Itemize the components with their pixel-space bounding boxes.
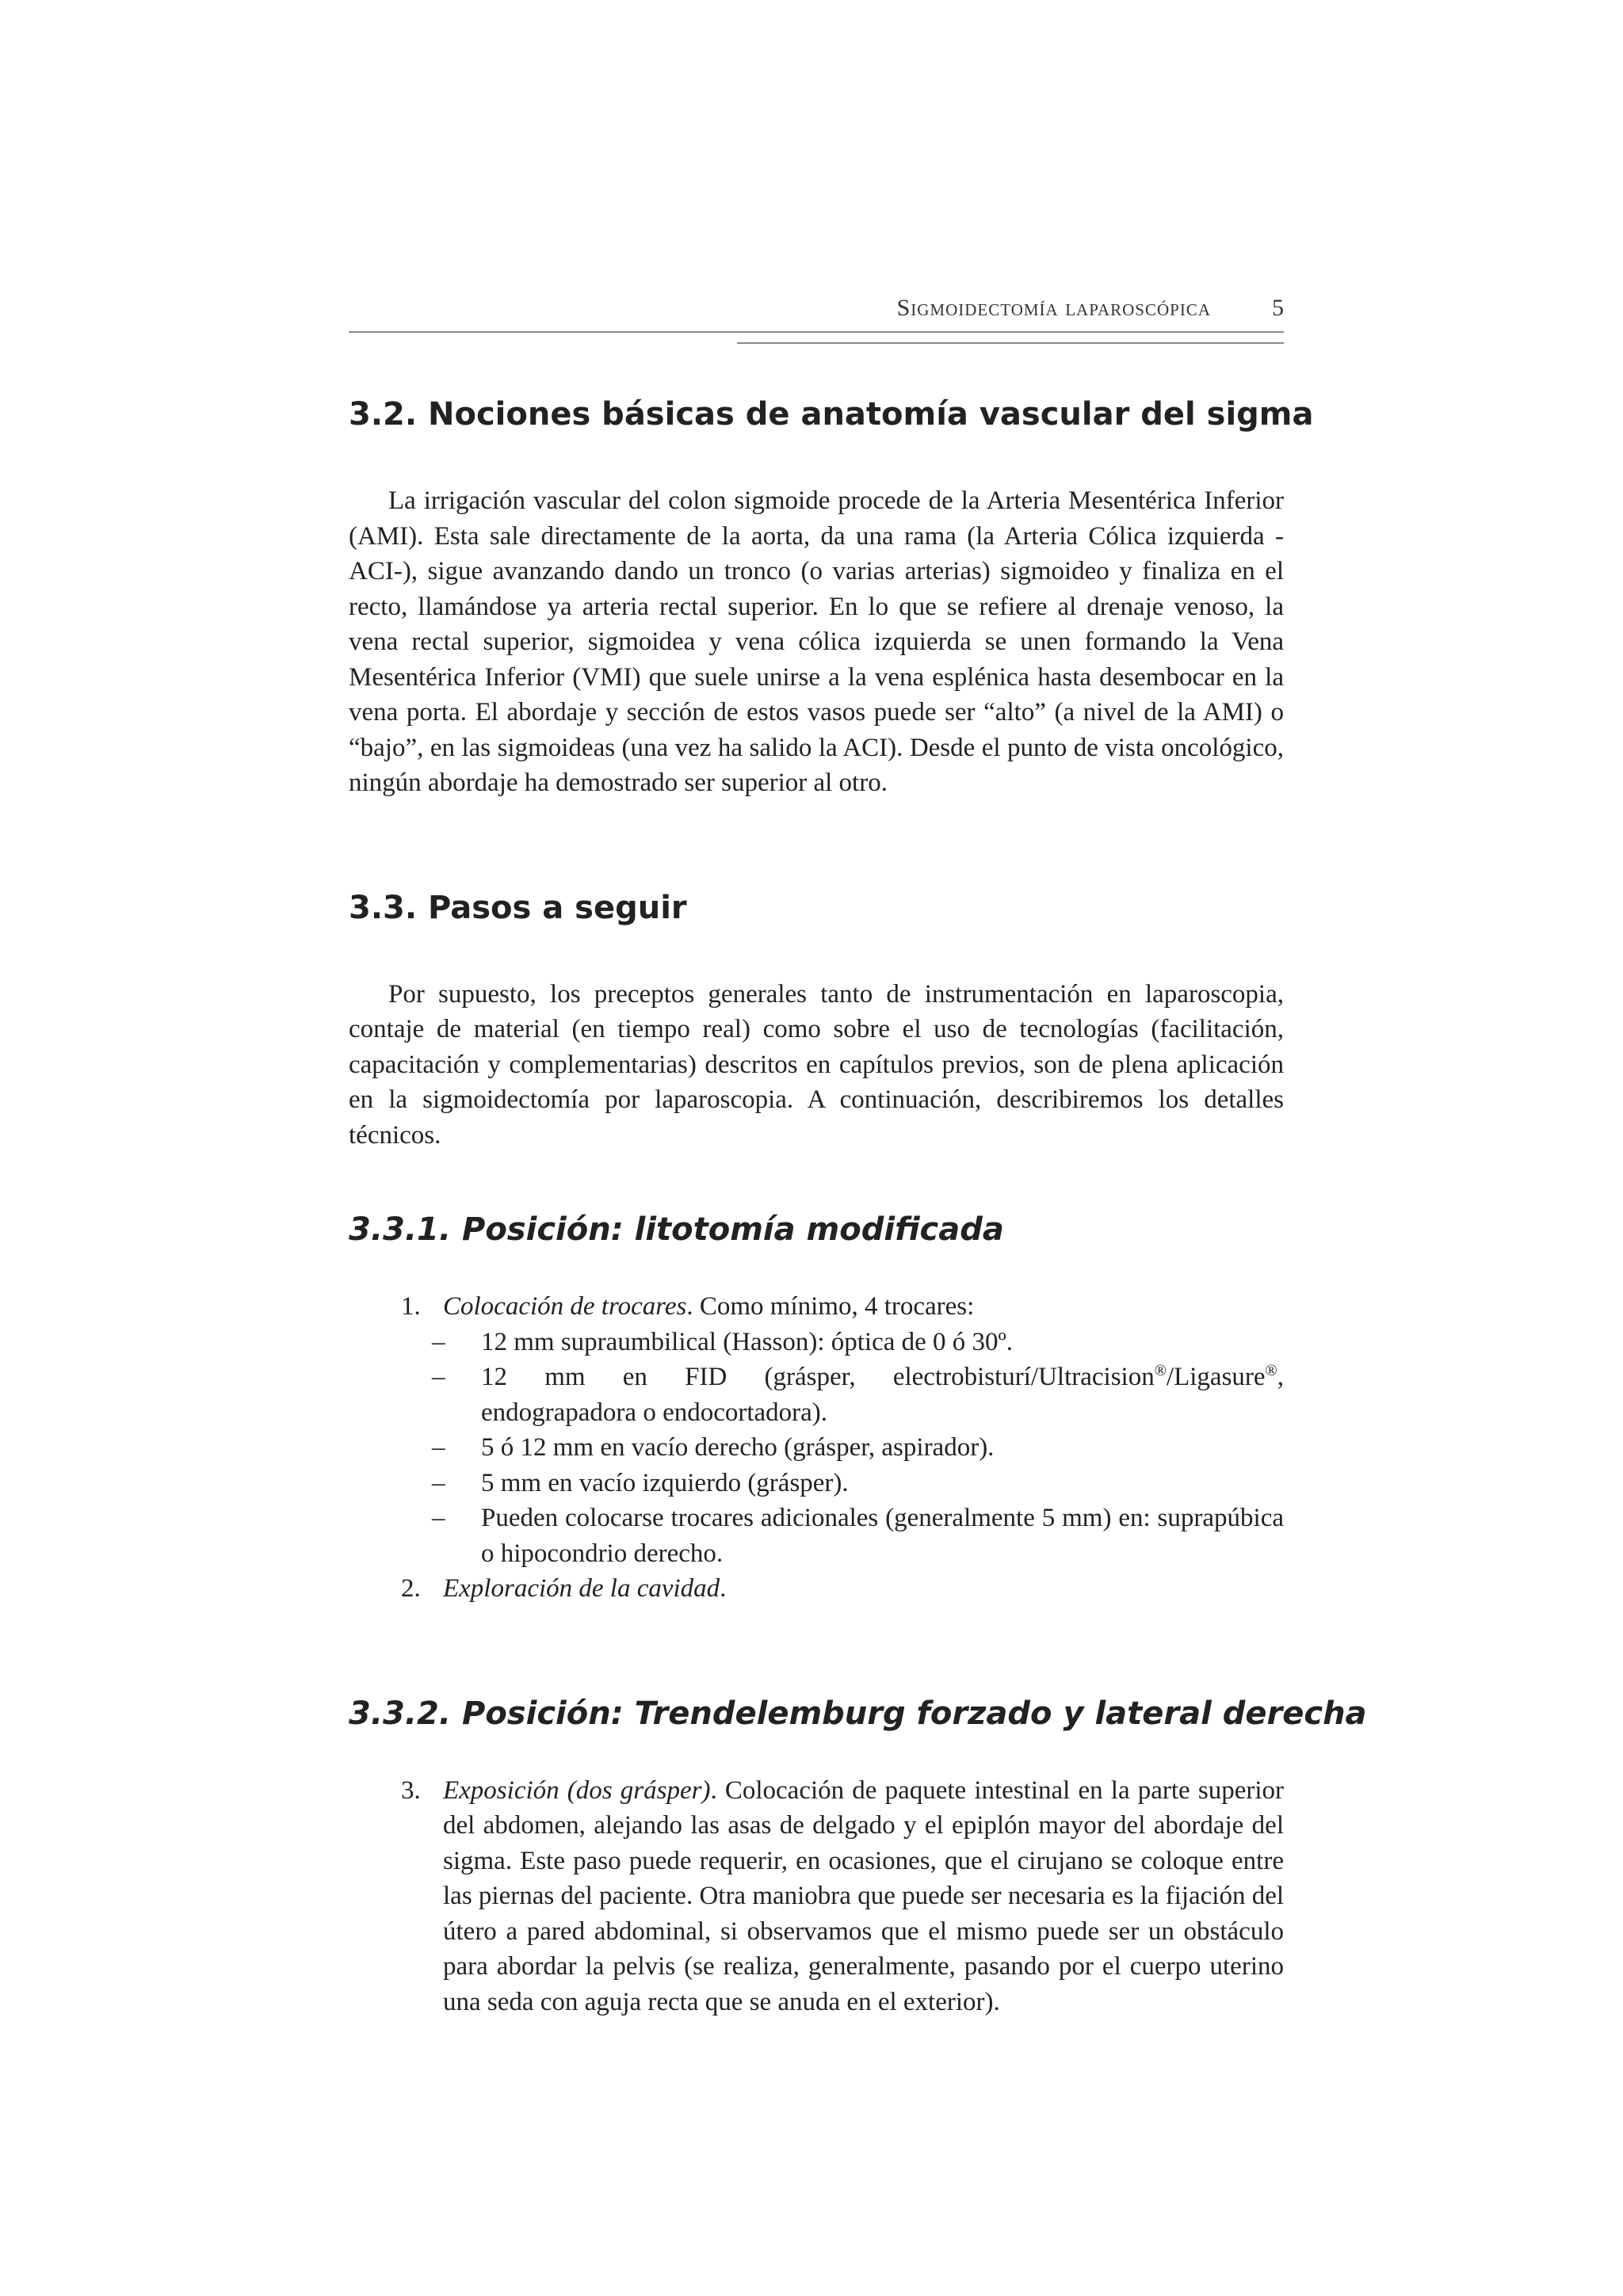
registered-mark: ® xyxy=(1265,1362,1277,1379)
page-number: 5 xyxy=(1272,295,1284,321)
list-item xyxy=(349,1773,1284,2020)
registered-mark: ® xyxy=(1154,1362,1167,1379)
trocar-item-text: Pueden colocarse trocares adicionales (generalmente 5 mm) en: suprapúbica o hipocondrio derecho. xyxy=(481,1504,1284,1568)
dash-bullet: – xyxy=(432,1504,445,1532)
trocar-list xyxy=(432,1325,1284,1572)
dash-bullet: – xyxy=(432,1363,445,1391)
dash-bullet: – xyxy=(432,1327,445,1356)
list-item xyxy=(432,1325,1284,1360)
section-heading-3-3-2: 3.3.2. Posición: Trendelemburg forzado y lateral derecha xyxy=(349,1695,1367,1732)
steps-list-3-3-1 xyxy=(349,1289,1284,1607)
step-title: Colocación de trocares xyxy=(443,1292,687,1321)
section-3-3-paragraph: Por supuesto, los preceptos generales tanto de instrumentación en laparoscopia, contaje de material (en tiempo real) como sobre el uso de tecnologías (facilitación, capacitación y complementarias) descritos en capítulos previos, son de plena aplicación en la sigmoidectomía por laparoscopia. A continuación, describiremos los detalles técnicos. xyxy=(349,979,1284,1150)
trocar-item-text: 12 mm en FID (grásper, electrobisturí/Ultracision xyxy=(481,1363,1155,1391)
running-title: Sigmoidectomía laparoscópica xyxy=(896,295,1211,321)
step-number: 1. xyxy=(401,1292,421,1321)
running-header xyxy=(349,295,1284,331)
dash-bullet: – xyxy=(432,1468,445,1497)
trocar-item-text: 5 mm en vacío izquierdo (grásper). xyxy=(481,1468,849,1497)
steps-list-3-3-2 xyxy=(349,1773,1284,2020)
step-title: Exposición (dos grásper) xyxy=(443,1775,711,1805)
dash-bullet: – xyxy=(432,1433,445,1462)
list-item xyxy=(432,1501,1284,1571)
step-text: . xyxy=(720,1574,727,1603)
list-item xyxy=(432,1466,1284,1501)
list-item xyxy=(349,1571,1284,1607)
list-item xyxy=(432,1360,1284,1430)
section-heading-3-3-1: 3.3.1. Posición: litotomía modificada xyxy=(349,1211,1004,1248)
list-item xyxy=(349,1289,1284,1571)
step-text: . Colocación de paquete intestinal en la parte superior del abdomen, alejando las asas de delgado y el epiplón mayor del abordaje del sigma. Este paso puede requerir, en ocasiones, que el cirujano se coloque entre las piernas del paciente. Otra maniobra que puede ser necesaria es la fijación del útero a pared abdominal, si observamos que el mismo puede ser un obstáculo para abordar la pelvis (se realiza, generalmente, pasando por el cuerpo uterino una seda con aguja recta que se anuda en el exterior). xyxy=(443,1775,1285,2016)
header-rule-bottom xyxy=(737,342,1284,344)
list-item xyxy=(432,1430,1284,1466)
page-content xyxy=(349,387,1367,2019)
trocar-item-text: 12 mm supraumbilical (Hasson): óptica de 0 ó 30º. xyxy=(481,1327,1014,1356)
header-rule-top xyxy=(349,331,1284,333)
step-text: . Como mínimo, 4 trocares: xyxy=(686,1292,975,1321)
trocar-item-text: /Ligasure xyxy=(1166,1363,1266,1391)
step-number: 3. xyxy=(401,1775,421,1805)
step-title: Exploración de la cavidad xyxy=(443,1574,720,1603)
section-heading-3-2: 3.2. Nociones básicas de anatomía vascular del sigma xyxy=(349,396,1314,433)
section-3-2-paragraph: La irrigación vascular del colon sigmoide procede de la Arteria Mesentérica Inferior (AMI). Esta sale directamente de la aorta, da una rama (la Arteria Cólica izquierda -ACI-), sigue avanzando dando un tronco (o varias arterias) sigmoideo y finaliza en el recto, llamándose ya arteria rectal superior. En lo que se refiere al drenaje venoso, la vena rectal superior, sigmoidea y vena cólica izquierda se unen formando la Vena Mesentérica Inferior (VMI) que suele unirse a la vena esplénica hasta desembocar en la vena porta. El abordaje y sección de estos vasos puede ser “alto” (a nivel de la AMI) o “bajo”, en las sigmoideas (una vez ha salido la ACI). Desde el punto de vista oncológico, ningún abordaje ha demostrado ser superior al otro. xyxy=(349,486,1284,797)
trocar-item-text: 5 ó 12 mm en vacío derecho (grásper, aspirador). xyxy=(481,1433,995,1462)
trocar-item-text: , endograpadora o endocortadora). xyxy=(481,1363,1284,1427)
step-number: 2. xyxy=(401,1574,421,1603)
section-heading-3-3: 3.3. Pasos a seguir xyxy=(349,889,687,926)
